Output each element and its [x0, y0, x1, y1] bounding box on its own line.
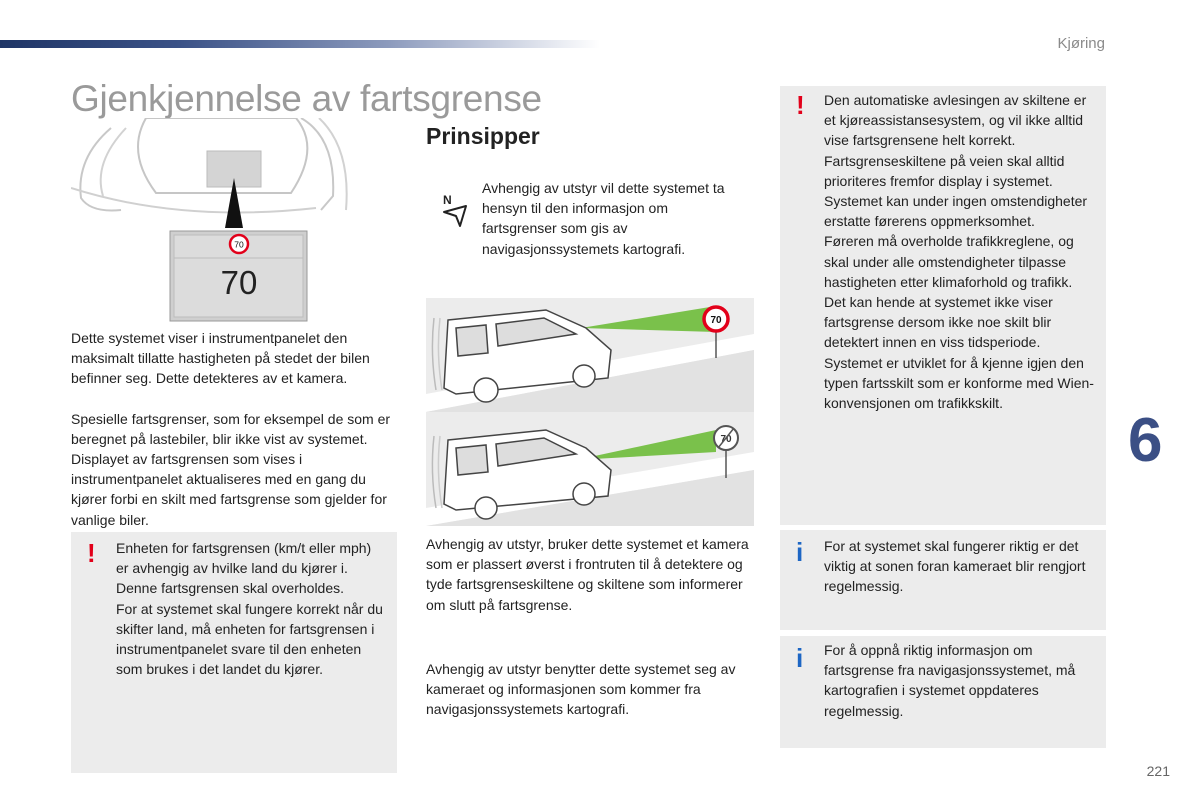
- nav-text: Avhengig av utstyr vil dette systemet ta hensyn til den informasjon om fartsgrenser som gis av navigasjonssystemets kartografi.: [482, 180, 725, 257]
- middle-paragraph-2: Avhengig av utstyr benytter dette systemet seg av kameraet og informasjonen som kommer fra navigasjonssystemets kartografi.: [426, 661, 736, 718]
- instrument-panel-illustration: [71, 118, 401, 323]
- page-number: 221: [1146, 763, 1170, 779]
- middle-paragraph-1: Avhengig av utstyr, bruker dette systemet et kamera som er plassert øverst i frontruten til å detektere og tyde fartsgrenseskiltene og skiltene som informerer om slutt på fartsgrense.: [426, 536, 749, 613]
- header-bar: [0, 40, 600, 48]
- camera-beam: [576, 430, 716, 460]
- left-paragraph-2: Spesielle fartsgrenser, som for eksempel de som er beregnet på lastebiler, blir ikke vist av systemet.: [71, 411, 391, 448]
- chapter-number: 6: [1128, 406, 1163, 475]
- section-label: Kjøring: [1057, 35, 1105, 52]
- warning-line: Enheten for fartsgrensen (km/t eller mph) er avhengig av hvilke land du kjører i.: [116, 540, 372, 577]
- warning-line: Systemet kan under ingen omstendigheter erstatte førerens oppmerksomhet.: [824, 193, 1088, 230]
- left-paragraph-3: Displayet av fartsgrensen som vises i instrumentpanelet aktualiseres med en gang du kjører forbi en skilt med fartsgrense som gjelder for vanlige biler.: [71, 451, 387, 528]
- info-icon: i: [796, 537, 804, 567]
- camera-beam: [581, 306, 716, 332]
- warning-box-reliability: [780, 86, 1106, 525]
- info-icon: i: [796, 643, 804, 673]
- warning-text: [116, 538, 384, 679]
- warning-line: Det kan hende at systemet ikke viser fartsgrense dersom ikke noe skilt blir detektert innen en viss tidsperiode.: [824, 294, 1053, 351]
- warning-line: For at systemet skal fungere korrekt når du skifter land, må enheten for fartsgrensen i instrumentpanelet svare til den enheten som brukes i det landet du kjører.: [116, 600, 383, 678]
- page-title: Gjenkjennelse av fartsgrense: [71, 78, 542, 119]
- info-text: For å oppnå riktig informasjon om fartsgrense fra navigasjonssystemet, må kartografien i systemet oppdateres regelmessig.: [824, 642, 1076, 719]
- svg-text:70: 70: [720, 434, 732, 445]
- warning-line: Systemet er utviklet for å kjenne igjen den typen fartsskilt som er konforme med Wien-konvensjonen om trafikkskilt.: [824, 354, 1094, 412]
- navigation-icon: [440, 192, 470, 228]
- nav-icon-letter: N: [443, 193, 452, 207]
- section-heading: Prinsipper: [426, 123, 540, 149]
- warning-icon: !: [796, 90, 805, 120]
- info-box-map-update: [780, 636, 1106, 748]
- display-speed-value: 70: [220, 264, 258, 301]
- warning-icon: !: [87, 538, 96, 568]
- info-box-camera-cleaning: [780, 530, 1106, 630]
- warning-line: Denne fartsgrensen skal overholdes.: [116, 580, 345, 597]
- svg-text:70: 70: [710, 315, 722, 326]
- left-paragraph-1: Dette systemet viser i instrumentpanelet den maksimalt tillatte hastigheten på stedet der bilen befinner seg. Dette detekteres av et kamera.: [71, 330, 370, 387]
- warning-line: Fartsgrenseskiltene på veien skal alltid prioriteres fremfor display i systemet.: [824, 152, 1065, 189]
- warning-box-units: [71, 532, 397, 773]
- road-figure-2: [426, 412, 754, 526]
- display-sign-value: 70: [234, 239, 244, 250]
- warning-line: Føreren må overholde trafikkreglene, og skal under alle omstendigheter tilpasse hastigheten etter klimaforhold og trafikk.: [824, 233, 1074, 290]
- info-text: For at systemet skal fungerer riktig er det viktig at sonen foran kameraet blir rengjort regelmessig.: [824, 538, 1086, 595]
- warning-text: [824, 90, 1100, 413]
- road-figure-1: [426, 298, 754, 412]
- warning-line: Den automatiske avlesingen av skiltene er et kjøreassistansesystem, og vil ikke alltid vise fartsgrensene helt korrekt.: [824, 92, 1087, 149]
